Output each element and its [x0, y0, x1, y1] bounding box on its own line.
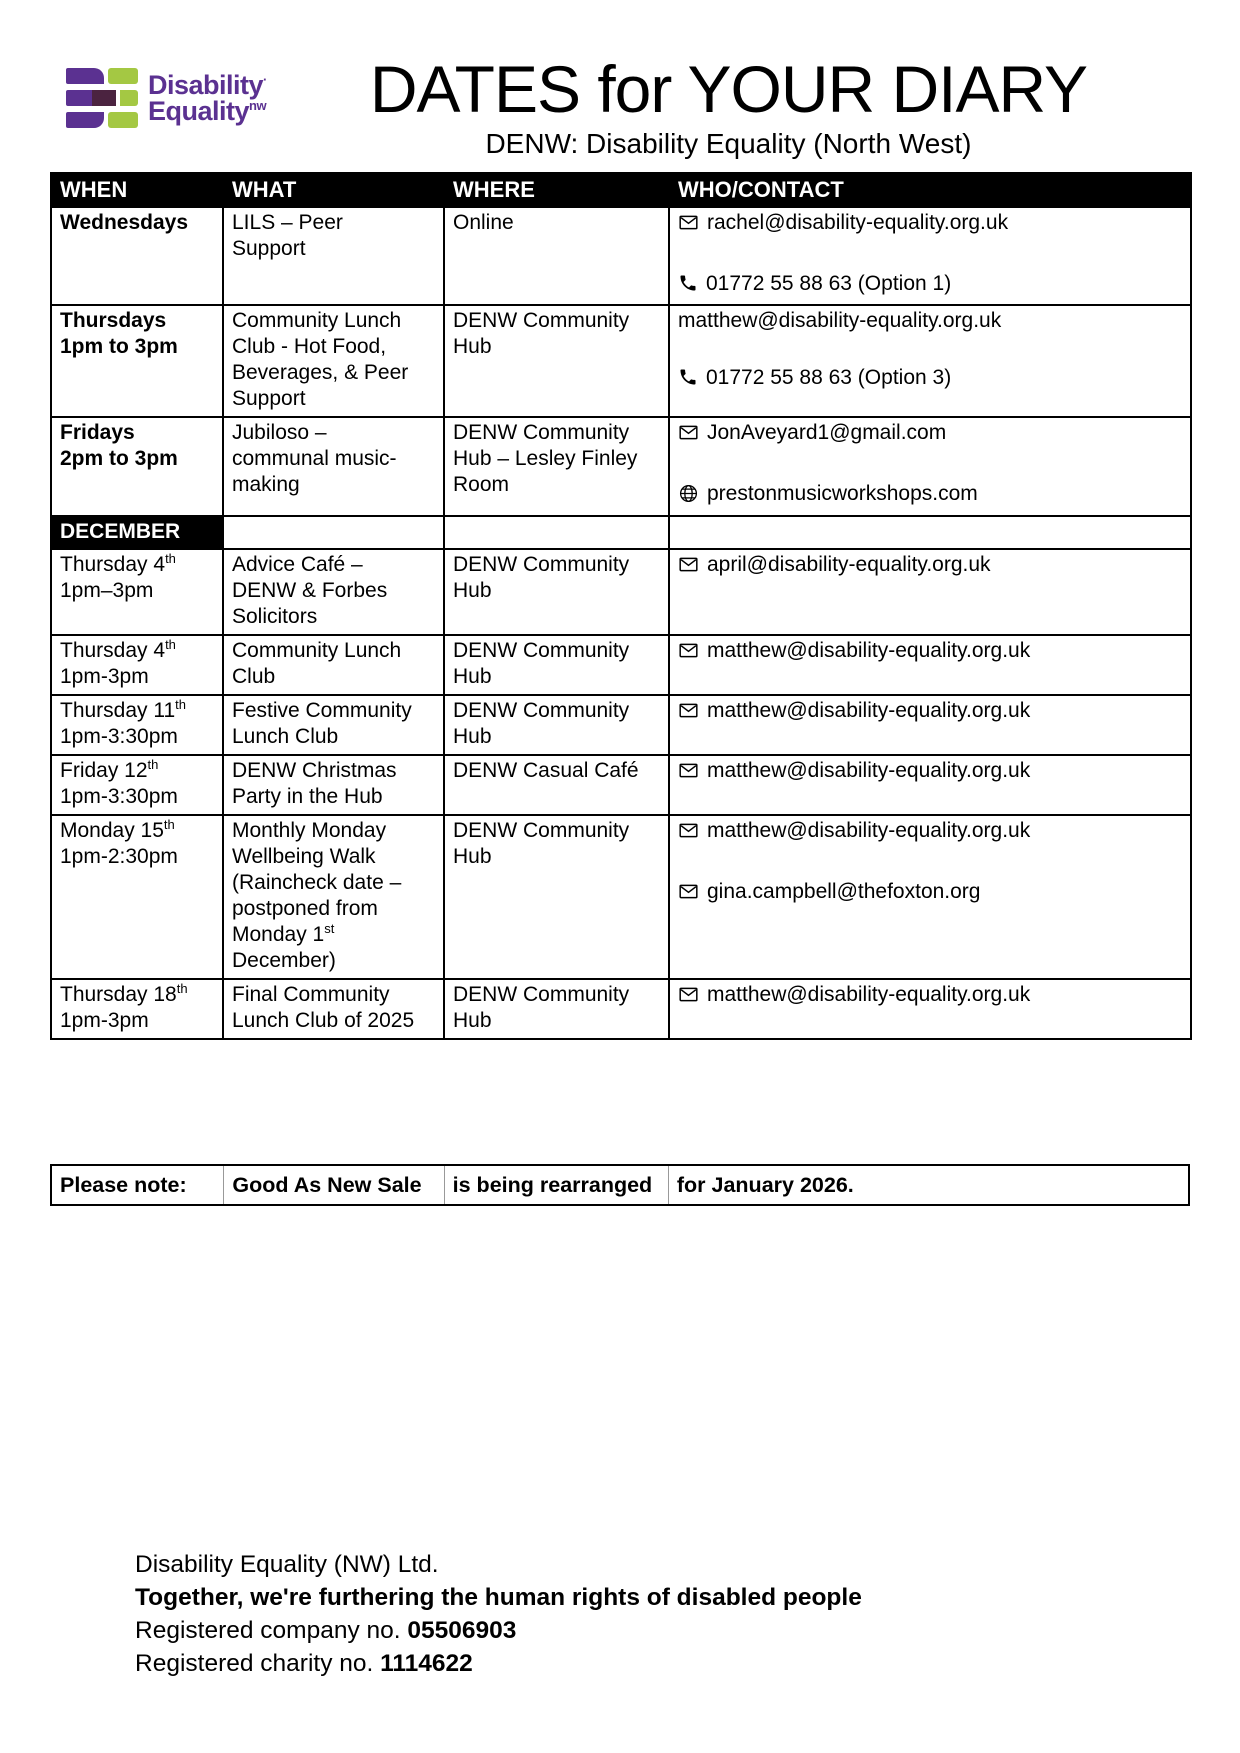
- brand-logo: [66, 68, 267, 128]
- note-cell: Please note:: [60, 1173, 187, 1197]
- brand-dot: ·: [263, 72, 267, 87]
- section-empty-cell: [223, 516, 444, 549]
- contact-item: [678, 481, 1182, 511]
- when-cell: Thursday 11th 1pm-3:30pm: [51, 695, 223, 755]
- contact-text: 01772 55 88 63 (Option 3): [706, 366, 952, 389]
- contact-text: matthew@disability-equality.org.uk: [707, 819, 1031, 842]
- table-header-cell: WHEN: [51, 173, 223, 207]
- contact-item: [678, 638, 1182, 668]
- table-row: [51, 979, 1191, 1039]
- when-cell: Monday 15th 1pm-2:30pm: [51, 815, 223, 979]
- where-cell: DENW Community Hub: [444, 979, 669, 1039]
- contact-item: [678, 365, 1182, 394]
- events-table: [50, 172, 1192, 1040]
- note-cell: is being rearranged: [444, 1166, 668, 1204]
- contact-item: [678, 879, 1182, 909]
- contact-text: 01772 55 88 63 (Option 1): [706, 272, 952, 295]
- envelope-icon: [678, 638, 699, 668]
- contact-item: [678, 210, 1182, 240]
- contact-text: april@disability-equality.org.uk: [707, 553, 991, 576]
- footer-line: Together, we're furthering the human rights of disabled people: [135, 1584, 862, 1611]
- note-cell: for January 2026.: [668, 1166, 1188, 1204]
- section-label: DECEMBER: [51, 516, 223, 549]
- when-cell: Fridays 2pm to 3pm: [51, 417, 223, 516]
- page-title: DATES for YOUR DIARY: [369, 52, 1088, 126]
- what-cell: LILS – Peer Support: [223, 207, 444, 305]
- envelope-icon: [678, 758, 699, 788]
- footer: [135, 1548, 862, 1680]
- what-cell: Festive Community Lunch Club: [223, 695, 444, 755]
- brand-name: Disability· Equality$^{nw}$: [148, 70, 267, 126]
- where-cell: DENW Community Hub: [444, 305, 669, 417]
- table-header-cell: WHERE: [444, 173, 669, 207]
- where-cell: DENW Community Hub: [444, 815, 669, 979]
- what-cell: Community Lunch Club: [223, 635, 444, 695]
- contact-cell: [669, 695, 1191, 755]
- table-header-cell: WHAT: [223, 173, 444, 207]
- envelope-icon: [678, 420, 699, 450]
- where-cell: DENW Community Hub – Lesley Finley Room: [444, 417, 669, 516]
- footer-line: Registered company no. 05506903: [135, 1617, 517, 1644]
- masthead: [0, 0, 1240, 160]
- contact-text: gina.campbell@thefoxton.org: [707, 880, 981, 903]
- note-bar: [50, 1164, 1190, 1206]
- table-row: [51, 207, 1191, 305]
- when-cell: Thursday 4th 1pm-3pm: [51, 635, 223, 695]
- envelope-icon: [678, 552, 699, 582]
- contact-text: rachel@disability-equality.org.uk: [707, 211, 1009, 234]
- envelope-icon: [678, 210, 699, 240]
- contact-cell: [669, 207, 1191, 305]
- section-row: [51, 516, 1191, 549]
- contact-text: JonAveyard1@gmail.com: [707, 421, 947, 444]
- contact-text: matthew@disability-equality.org.uk: [678, 309, 1002, 332]
- footer-line: Registered charity no. 1114622: [135, 1650, 473, 1677]
- when-cell: Wednesdays: [51, 207, 223, 305]
- when-cell: Friday 12th 1pm-3:30pm: [51, 755, 223, 815]
- what-cell: Community Lunch Club - Hot Food, Beverages, & Peer Support: [223, 305, 444, 417]
- contact-text: prestonmusicworkshops.com: [707, 482, 978, 505]
- contact-cell: [669, 815, 1191, 979]
- table-row: [51, 549, 1191, 635]
- page-subtitle: DENW: Disability Equality (North West): [485, 128, 972, 159]
- contact-text: matthew@disability-equality.org.uk: [707, 759, 1031, 782]
- contact-item: [678, 420, 1182, 450]
- when-cell: Thursday 18th 1pm-3pm: [51, 979, 223, 1039]
- note-cell: Good As New Sale: [223, 1166, 443, 1204]
- when-cell: Thursdays 1pm to 3pm: [51, 305, 223, 417]
- what-cell: Final Community Lunch Club of 2025: [223, 979, 444, 1039]
- what-cell: Jubiloso – communal music- making: [223, 417, 444, 516]
- contact-item: [678, 698, 1182, 728]
- where-cell: DENW Community Hub: [444, 635, 669, 695]
- contact-item: [678, 758, 1182, 788]
- where-cell: Online: [444, 207, 669, 305]
- where-cell: DENW Community Hub: [444, 695, 669, 755]
- contact-cell: [669, 549, 1191, 635]
- contact-cell: [669, 305, 1191, 417]
- table-row: [51, 417, 1191, 516]
- what-cell: Advice Café – DENW & Forbes Solicitors: [223, 549, 444, 635]
- table-row: [51, 635, 1191, 695]
- contact-cell: [669, 755, 1191, 815]
- contact-text: matthew@disability-equality.org.uk: [707, 639, 1031, 662]
- table-row: [51, 755, 1191, 815]
- disability-equality-logo-icon: [66, 68, 138, 128]
- table-row: [51, 305, 1191, 417]
- contact-item: [678, 552, 1182, 582]
- when-cell: Thursday 4th 1pm–3pm: [51, 549, 223, 635]
- table-header-row: [51, 173, 1191, 207]
- table-row: [51, 815, 1191, 979]
- what-cell: DENW Christmas Party in the Hub: [223, 755, 444, 815]
- footer-line: Disability Equality (NW) Ltd.: [135, 1551, 439, 1578]
- contact-text: matthew@disability-equality.org.uk: [707, 983, 1031, 1006]
- table-row: [51, 695, 1191, 755]
- envelope-icon: [678, 818, 699, 848]
- contact-cell: [669, 979, 1191, 1039]
- contact-item: [678, 982, 1182, 1012]
- where-cell: DENW Casual Café: [444, 755, 669, 815]
- contact-item: [678, 818, 1182, 848]
- what-cell: Monthly Monday Wellbeing Walk (Raincheck date – postponed from Monday 1st December): [223, 815, 444, 979]
- phone-icon: [678, 365, 698, 394]
- envelope-icon: [678, 982, 699, 1012]
- table-header-cell: WHO/CONTACT: [669, 173, 1191, 207]
- contact-text: matthew@disability-equality.org.uk: [707, 699, 1031, 722]
- contact-cell: [669, 417, 1191, 516]
- contact-item: [678, 308, 1182, 334]
- contact-item: [678, 271, 1182, 300]
- globe-icon: [678, 481, 699, 511]
- where-cell: DENW Community Hub: [444, 549, 669, 635]
- brand-nw-superscript: nw: [249, 98, 267, 113]
- section-empty-cell: [444, 516, 669, 549]
- phone-icon: [678, 271, 698, 300]
- envelope-icon: [678, 698, 699, 728]
- section-empty-cell: [669, 516, 1191, 549]
- contact-cell: [669, 635, 1191, 695]
- envelope-icon: [678, 879, 699, 909]
